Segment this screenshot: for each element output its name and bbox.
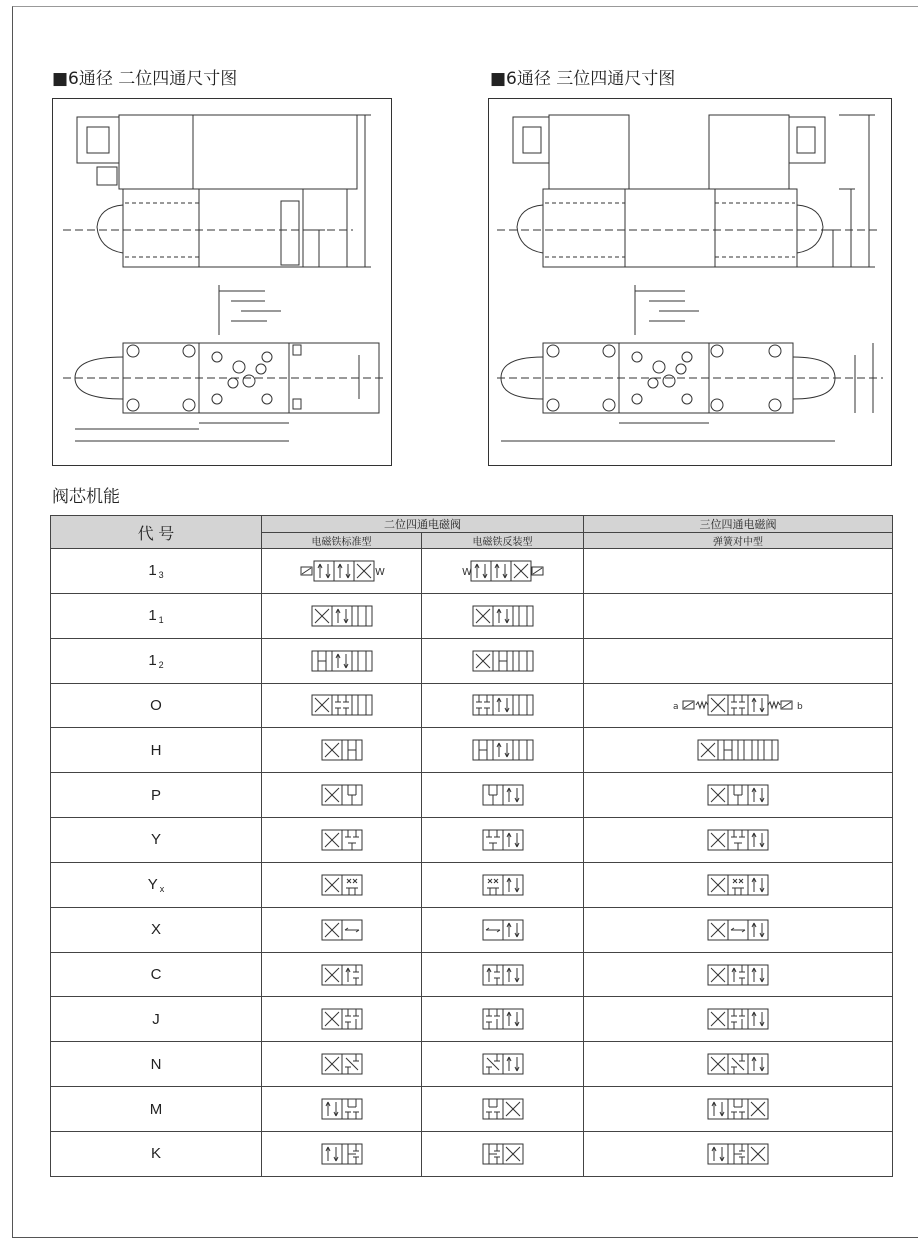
function-code-label: O: [150, 696, 162, 714]
valve-symbol-icon: [321, 964, 363, 986]
valve-function-title: 阀芯机能: [52, 487, 120, 507]
function-code-label: 1: [148, 651, 157, 669]
spring-centered-header: 弹簧对中型: [584, 533, 893, 549]
reverse-solenoid-header: 电磁铁反装型: [422, 533, 584, 549]
valve-symbol-icon: [472, 605, 534, 627]
three-position-dimension-title: ■6通径 三位四通尺寸图: [490, 69, 676, 89]
valve-symbol-icon: [707, 874, 769, 896]
function-symbol-rev: [422, 997, 584, 1042]
function-symbol-three: [584, 1087, 893, 1132]
function-symbol-three: [584, 818, 893, 863]
valve-symbol-icon: [460, 560, 546, 582]
function-symbol-three: [584, 907, 893, 952]
function-symbol-std: [262, 1131, 422, 1176]
valve-symbol-icon: [321, 874, 363, 896]
valve-symbol-icon: [321, 919, 363, 941]
function-symbol-std: [262, 862, 422, 907]
valve-symbol-icon: [482, 1098, 524, 1120]
function-symbol-rev: [422, 907, 584, 952]
function-symbol-rev: [422, 862, 584, 907]
function-code-label: P: [150, 786, 161, 804]
valve-symbol-icon: [321, 739, 363, 761]
function-row: [51, 1042, 893, 1087]
function-symbol-std: [262, 952, 422, 997]
function-symbol-rev: [422, 728, 584, 773]
function-code: [51, 593, 262, 638]
function-symbol-std: [262, 818, 422, 863]
function-symbol-three: [584, 728, 893, 773]
valve-symbol-icon: [321, 1143, 363, 1165]
function-symbol-three: [584, 638, 893, 683]
function-symbol-std: [262, 593, 422, 638]
three-position-header: 三位四通电磁阀: [584, 516, 893, 533]
function-code-label: K: [150, 1145, 161, 1163]
function-symbol-std: [262, 1042, 422, 1087]
function-code-label: J: [152, 1010, 160, 1028]
function-symbol-three: [584, 997, 893, 1042]
function-symbol-rev: [422, 593, 584, 638]
valve-symbol-icon: [482, 829, 524, 851]
valve-symbol-icon: [311, 694, 373, 716]
valve-symbol-icon: [321, 784, 363, 806]
function-symbol-std: [262, 549, 422, 594]
valve-symbol-icon: [482, 1143, 524, 1165]
valve-function-table: [50, 515, 893, 1177]
valve-symbol-icon: [472, 739, 534, 761]
valve-symbol-icon: [482, 919, 524, 941]
valve-symbol-icon: [311, 605, 373, 627]
standard-solenoid-header: 电磁铁标准型: [262, 533, 422, 549]
function-symbol-three: [584, 952, 893, 997]
function-symbol-std: [262, 997, 422, 1042]
function-row: [51, 818, 893, 863]
function-symbol-three: [584, 1042, 893, 1087]
function-code: [51, 952, 262, 997]
function-symbol-std: [262, 907, 422, 952]
valve-symbol-icon: [321, 829, 363, 851]
function-code-label: X: [150, 921, 161, 939]
function-row: [51, 907, 893, 952]
function-row: [51, 728, 893, 773]
function-row: [51, 952, 893, 997]
function-code-label: N: [150, 1055, 162, 1073]
function-symbol-std: [262, 683, 422, 728]
function-code: [51, 728, 262, 773]
function-code: [51, 1042, 262, 1087]
function-row: [51, 593, 893, 638]
function-symbol-three: [584, 683, 893, 728]
function-code-label: Y: [147, 875, 158, 893]
function-code-label: H: [150, 741, 162, 759]
function-symbol-std: [262, 1087, 422, 1132]
valve-symbol-icon: [482, 784, 524, 806]
function-code: [51, 549, 262, 594]
valve-symbol-icon: [472, 650, 534, 672]
valve-symbol-icon: [669, 694, 807, 716]
valve-symbol-icon: [321, 1098, 363, 1120]
function-row: [51, 1087, 893, 1132]
function-row: [51, 997, 893, 1042]
valve-symbol-icon: [482, 1008, 524, 1030]
valve-symbol-icon: [707, 964, 769, 986]
function-symbol-rev: [422, 1042, 584, 1087]
svg-text:b: b: [797, 702, 803, 713]
function-symbol-rev: [422, 638, 584, 683]
function-code: [51, 1131, 262, 1176]
function-code: [51, 862, 262, 907]
valve-symbol-icon: [472, 694, 534, 716]
valve-symbol-icon: [707, 1053, 769, 1075]
svg-text:a: a: [673, 702, 679, 713]
function-symbol-std: [262, 728, 422, 773]
function-row: [51, 1131, 893, 1176]
function-symbol-three: [584, 1131, 893, 1176]
valve-symbol-icon: [697, 739, 779, 761]
three-position-dimension-drawing: [488, 98, 892, 466]
function-symbol-rev: [422, 818, 584, 863]
valve-symbol-icon: [321, 1053, 363, 1075]
two-position-dimension-title: ■6通径 二位四通尺寸图: [52, 69, 238, 89]
function-code-subscript: 3: [158, 569, 164, 580]
function-symbol-three: [584, 549, 893, 594]
valve-symbol-icon: [299, 560, 385, 582]
function-code: [51, 683, 262, 728]
valve-symbol-icon: [707, 1098, 769, 1120]
two-position-header: 二位四通电磁阀: [262, 516, 584, 533]
function-symbol-std: [262, 638, 422, 683]
function-code-subscript: 1: [158, 614, 164, 625]
function-row: [51, 549, 893, 594]
function-symbol-rev: [422, 1087, 584, 1132]
function-symbol-three: [584, 593, 893, 638]
function-code-subscript: 2: [158, 659, 164, 670]
function-symbol-three: [584, 862, 893, 907]
function-symbol-std: [262, 773, 422, 818]
function-code-label: 1: [148, 606, 157, 624]
valve-symbol-icon: [707, 784, 769, 806]
valve-symbol-icon: [707, 919, 769, 941]
function-code: [51, 1087, 262, 1132]
two-position-dimension-drawing: [52, 98, 392, 466]
function-symbol-rev: [422, 952, 584, 997]
code-header: 代 号: [51, 516, 262, 549]
function-symbol-three: [584, 773, 893, 818]
svg-text:W: W: [374, 566, 385, 578]
function-row: [51, 773, 893, 818]
function-row: [51, 683, 893, 728]
function-row: [51, 862, 893, 907]
valve-symbol-icon: [482, 1053, 524, 1075]
valve-symbol-icon: [707, 1143, 769, 1165]
function-code: [51, 773, 262, 818]
svg-text:W: W: [461, 566, 472, 578]
valve-symbol-icon: [321, 1008, 363, 1030]
function-code-label: Y: [150, 831, 161, 849]
function-symbol-rev: [422, 683, 584, 728]
function-symbol-rev: [422, 1131, 584, 1176]
valve-symbol-icon: [482, 964, 524, 986]
valve-symbol-icon: [707, 1008, 769, 1030]
function-code: [51, 818, 262, 863]
function-code-subscript: x: [159, 883, 165, 894]
valve-symbol-icon: [482, 874, 524, 896]
valve-symbol-icon: [311, 650, 373, 672]
function-code-label: M: [149, 1100, 163, 1118]
function-code: [51, 997, 262, 1042]
function-symbol-rev: [422, 773, 584, 818]
valve-symbol-icon: [707, 829, 769, 851]
function-code-label: 1: [148, 561, 157, 579]
function-code: [51, 638, 262, 683]
function-symbol-rev: [422, 549, 584, 594]
function-code: [51, 907, 262, 952]
function-row: [51, 638, 893, 683]
function-code-label: C: [150, 966, 162, 984]
